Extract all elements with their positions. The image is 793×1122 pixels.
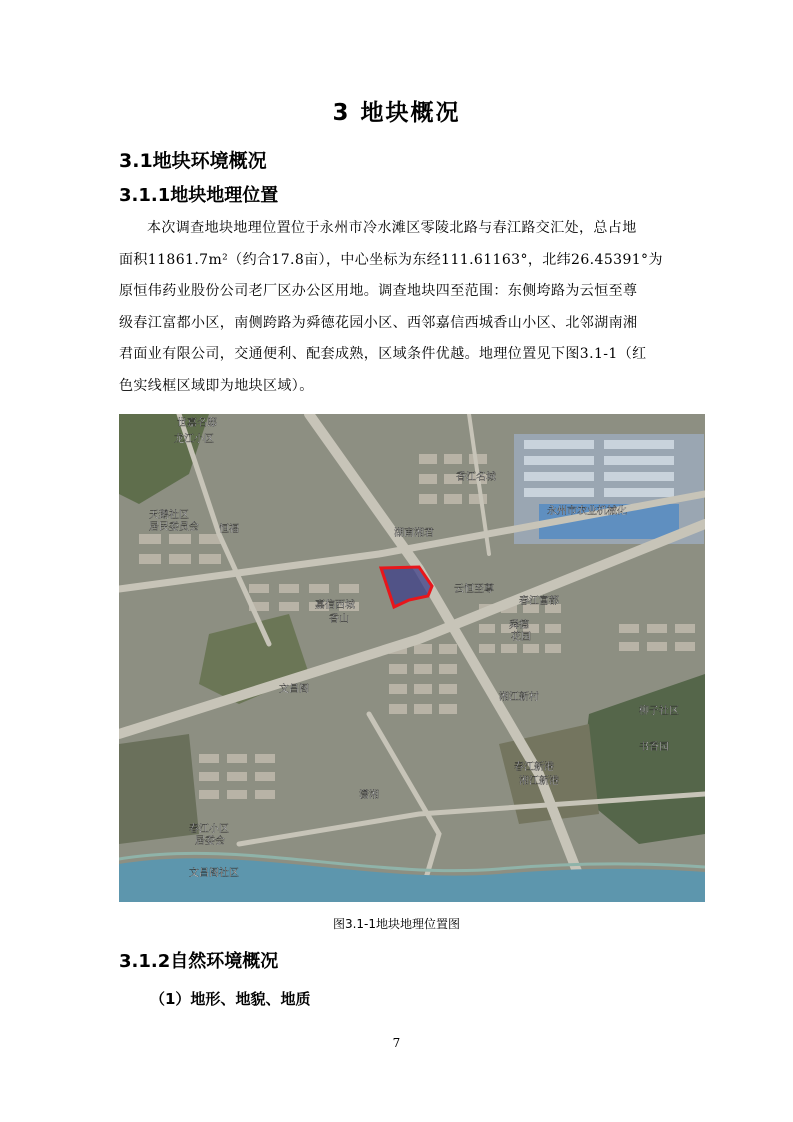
map-label: 春江富都 bbox=[519, 596, 559, 607]
map-label: 湖南湘君 bbox=[394, 528, 434, 539]
map-label: 湘江新村 bbox=[499, 692, 539, 703]
map-label: 居委会 bbox=[195, 836, 225, 847]
map-label: 潇湘 bbox=[359, 790, 379, 801]
chapter-title: 3 地块概况 bbox=[332, 100, 461, 126]
map-label: 春江小区 bbox=[189, 824, 229, 835]
location-paragraph bbox=[119, 213, 675, 402]
subsection-heading-natural-environment: 3.1.2自然环境概况 bbox=[119, 951, 279, 972]
map-label: 永州市农业机械化 bbox=[547, 506, 627, 517]
page-number: 7 bbox=[392, 1036, 401, 1050]
item-heading-terrain: （1）地形、地貌、地质 bbox=[150, 990, 311, 1008]
map-label: 恒福 bbox=[219, 524, 239, 535]
satellite-map bbox=[119, 414, 705, 902]
map-label: 柳子社区 bbox=[639, 706, 679, 717]
map-label: 云恒至尊 bbox=[454, 584, 494, 595]
map-label: 嘉信西城 bbox=[315, 600, 355, 611]
paragraph-line: 君面业有限公司，交通便利、配套成熟，区域条件优越。地理位置见下图3.1-1（红 bbox=[119, 346, 647, 362]
satellite-map-figure bbox=[119, 414, 705, 902]
paragraph-line: 本次调查地块地理位置位于永州市冷水滩区零陵北路与春江路交汇处，总占地 bbox=[147, 220, 637, 236]
map-label: 文昌阁 bbox=[279, 684, 309, 695]
map-label: 龙江小区 bbox=[174, 434, 214, 445]
map-label: 香山 bbox=[329, 614, 349, 625]
section-heading: 3.1地块环境概况 bbox=[119, 150, 267, 172]
map-label: 居民委员会 bbox=[149, 522, 199, 533]
paragraph-line: 级春江富都小区，南侧跨路为舜德花园小区、西邻嘉信西城香山小区、北邻湖南湘 bbox=[119, 314, 638, 331]
map-label: 世嘉名邸 bbox=[177, 418, 217, 429]
paragraph-line: 色实线框区域即为地块区域）。 bbox=[119, 377, 314, 394]
paragraph-line: 面积11861.7m²（约合17.8亩），中心坐标为东经111.61163°，北纬26.45391°为 bbox=[119, 251, 663, 268]
map-label: 花园 bbox=[511, 632, 531, 643]
map-label: 香江名城 bbox=[456, 472, 496, 483]
figure-caption: 图3.1-1地块地理位置图 bbox=[332, 917, 461, 931]
map-label: 书香园 bbox=[639, 742, 669, 753]
map-label: 文昌阁社区 bbox=[189, 868, 239, 879]
paragraph-line: 原恒伟药业股份公司老厂区办公区用地。调查地块四至范围：东侧垮路为云恒至尊 bbox=[119, 283, 638, 299]
map-label: 舜德 bbox=[509, 620, 529, 631]
map-label: 春江新港 bbox=[514, 762, 554, 773]
subsection-heading-location: 3.1.1地块地理位置 bbox=[119, 185, 279, 206]
map-label: 湘江新港 bbox=[519, 776, 559, 787]
map-label: 天鹅社区 bbox=[149, 510, 189, 521]
